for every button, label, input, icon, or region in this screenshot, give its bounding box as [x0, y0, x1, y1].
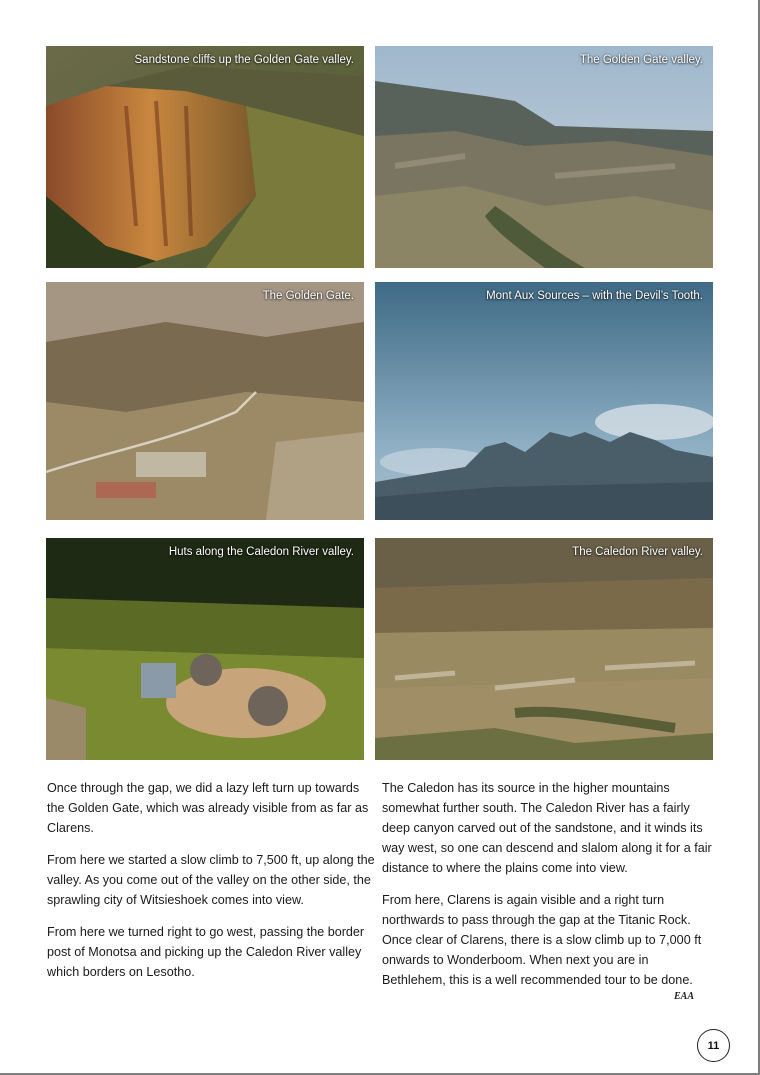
golden-gate-image [46, 282, 364, 520]
photo-caption: Mont Aux Sources – with the Devil’s Tooth. [486, 290, 703, 302]
photo-caption: The Golden Gate valley. [579, 54, 703, 66]
photo-sandstone-cliffs [46, 46, 364, 268]
huts-image [46, 538, 364, 760]
paragraph: From here, Clarens is again visible and a right turn northwards to pass through the gap at the Titanic Rock. Once clear of Clarens, there is a slow climb up to 7,000 ft onwards to Wonderboom. When next you are in Bethlehem, this is a well recommended tour to be done. [382, 893, 702, 987]
paragraph: From here we turned right to go west, passing the border post of Monotsa and picking up the Caledon River valley which borders on Lesotho. [47, 925, 365, 979]
photo-caption: Sandstone cliffs up the Golden Gate valley. [134, 54, 354, 66]
photo-caledon-river-valley [375, 538, 713, 760]
paragraph: From here we started a slow climb to 7,500 ft, up along the valley. As you come out of the valley on the other side, the sprawling city of Witsieshoek comes into view. [47, 853, 375, 907]
paragraph: The Caledon has its source in the higher mountains somewhat further south. The Caledon River has a fairly deep canyon carved out of the sandstone, and it winds its way west, so one can descend and slalom along it for a fair distance to where the plains come into view. [382, 781, 712, 875]
page-number-label: 11 [707, 1039, 720, 1052]
photo-caption: Huts along the Caledon River valley. [168, 546, 354, 558]
right-text-column [382, 778, 712, 1002]
sandstone-cliffs-image [46, 46, 364, 268]
photo-mont-aux-sources [375, 282, 713, 520]
page-number [697, 1029, 730, 1062]
photo-golden-gate [46, 282, 364, 520]
photo-caption: The Golden Gate. [262, 290, 354, 302]
paragraph: Once through the gap, we did a lazy left turn up towards the Golden Gate, which was already visible from as far as Clarens. [47, 781, 369, 835]
caledon-valley-image [375, 538, 713, 760]
golden-gate-valley-image [375, 46, 713, 268]
photo-caption: The Caledon River valley. [572, 546, 703, 558]
mont-aux-sources-image [375, 282, 713, 520]
eaa-logo: EAA [673, 991, 694, 1002]
photo-huts-caledon [46, 538, 364, 760]
photo-golden-gate-valley [375, 46, 713, 268]
left-text-column [47, 778, 377, 994]
